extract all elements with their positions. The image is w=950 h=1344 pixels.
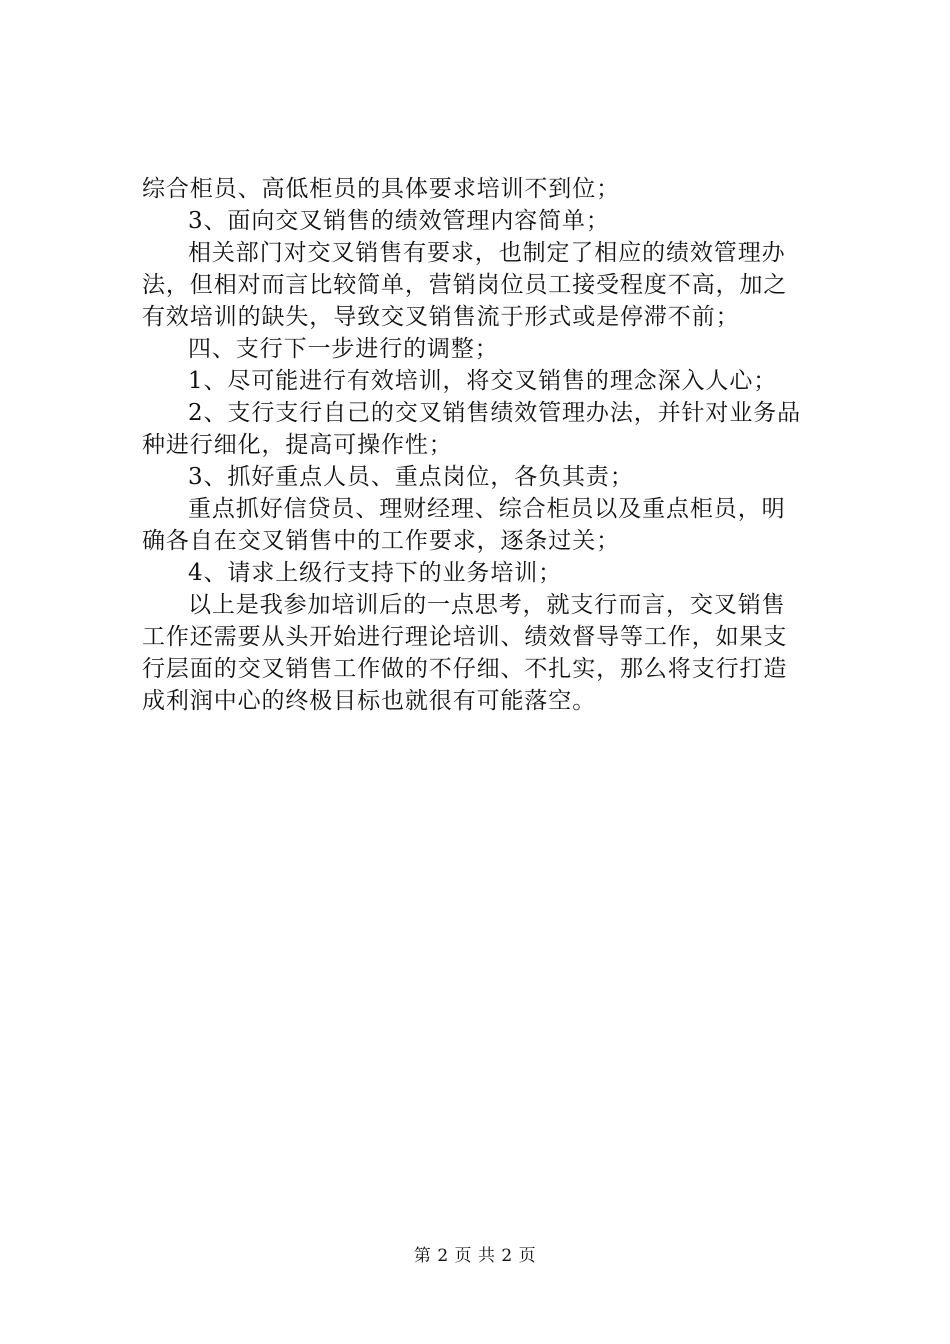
text-line-6: 四、支行下一步进行的调整； <box>188 336 499 362</box>
text-line-5: 有效培训的缺失，导致交叉销售流于形式或是停滞不前； <box>142 304 740 330</box>
text-line-14: 以上是我参加培训后的一点思考，就支行而言，交叉销售 <box>188 592 786 618</box>
page-number-footer: 第 2 页 共 2 页 <box>413 1246 537 1266</box>
text-line-16: 行层面的交叉销售工作做的不仔细、不扎实，那么将支行打造 <box>142 656 788 682</box>
text-line-10: 3、抓好重点人员、重点岗位，各负其责； <box>188 464 634 490</box>
text-line-9: 种进行细化，提高可操作性； <box>142 432 453 458</box>
text-line-8: 2、支行支行自己的交叉销售绩效管理办法，并针对业务品 <box>188 400 802 426</box>
document-body <box>142 173 832 717</box>
text-line-12: 确各自在交叉销售中的工作要求，逐条过关； <box>142 528 620 554</box>
text-line-1: 综合柜员、高低柜员的具体要求培训不到位； <box>142 176 620 202</box>
text-line-17: 成利润中心的终极目标也就很有可能落空。 <box>142 688 597 714</box>
text-line-3: 相关部门对交叉销售有要求，也制定了相应的绩效管理办 <box>188 240 786 266</box>
text-line-7: 1、尽可能进行有效培训，将交叉销售的理念深入人心； <box>188 368 778 394</box>
text-line-13: 4、请求上级行支持下的业务培训； <box>188 560 563 586</box>
text-line-2: 3、面向交叉销售的绩效管理内容简单； <box>188 208 610 234</box>
text-line-4: 法，但相对而言比较简单，营销岗位员工接受程度不高，加之 <box>142 272 788 298</box>
text-line-15: 工作还需要从头开始进行理论培训、绩效督导等工作，如果支 <box>142 624 788 650</box>
text-line-11: 重点抓好信贷员、理财经理、综合柜员以及重点柜员，明 <box>188 496 786 522</box>
